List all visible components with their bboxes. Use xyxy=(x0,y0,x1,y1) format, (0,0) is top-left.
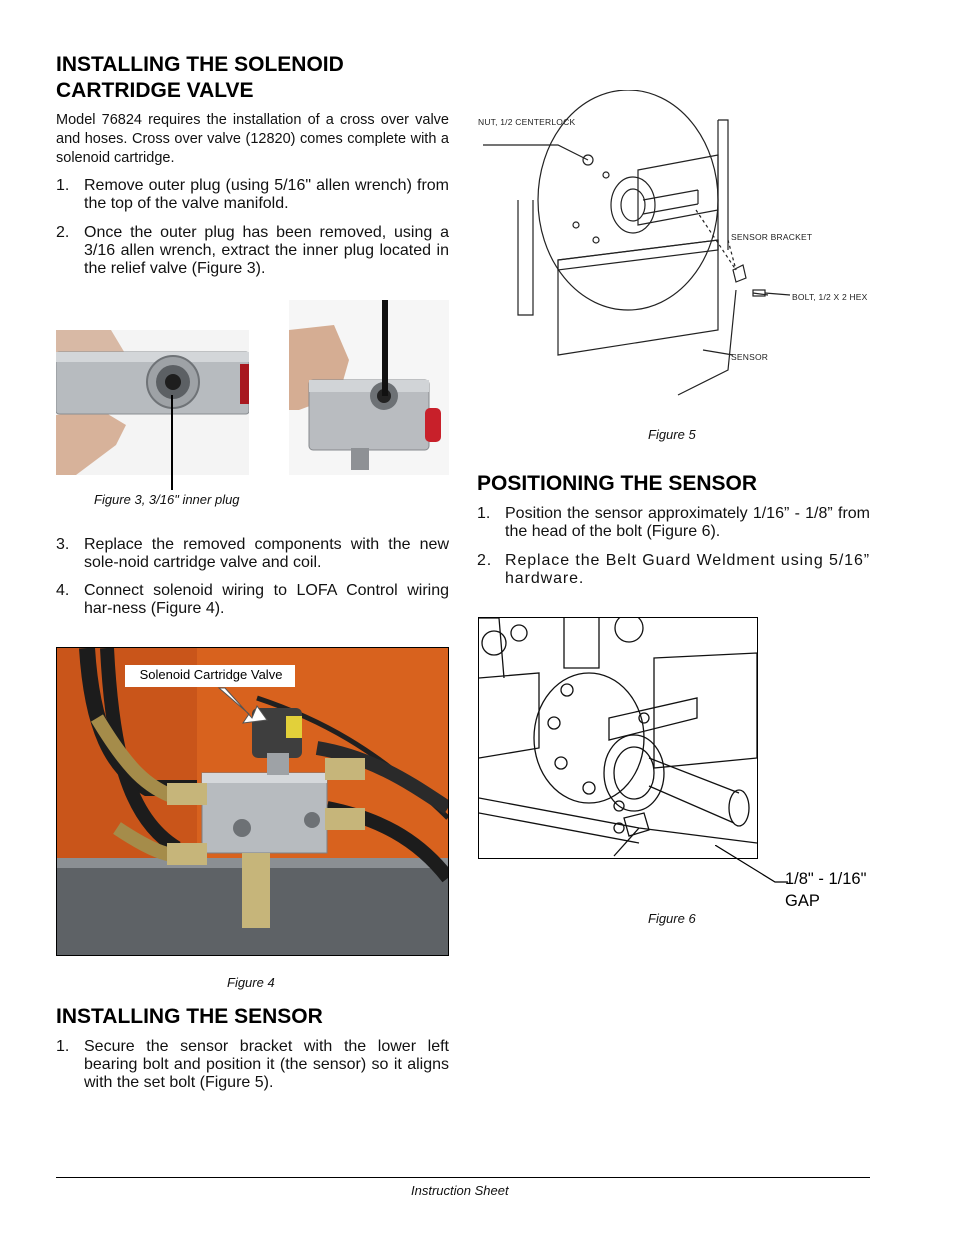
section-title-installing-sensor: INSTALLING THE SENSOR xyxy=(56,1005,323,1028)
step-list-positioning-2 xyxy=(477,552,870,588)
step-list-positioning-1 xyxy=(477,505,870,541)
list-item: 1. Position the sensor approximately 1/16” - 1/8” from the head of the bolt (Figure 6). xyxy=(477,505,870,540)
step-list-2 xyxy=(56,224,449,278)
figure5-drawing xyxy=(478,90,870,410)
list-item: 1. Remove outer plug (using 5/16" allen wrench) from the top of the valve manifold. xyxy=(56,177,449,212)
label-nut: NUT, 1/2 CENTERLOCK xyxy=(478,117,576,127)
figure4-caption: Figure 4 xyxy=(227,975,275,990)
title-line-1: INSTALLING THE SOLENOID xyxy=(56,53,344,76)
gap-label-line-1: 1/8" - 1/16" xyxy=(785,870,867,888)
footer-divider xyxy=(56,1177,870,1178)
figure6-caption: Figure 6 xyxy=(648,911,696,926)
figure4-photo xyxy=(56,647,449,956)
step-list-sensor xyxy=(56,1038,449,1092)
solenoid-valve-photo-icon xyxy=(57,648,448,955)
sensor-bracket-exploded-diagram-icon xyxy=(478,90,870,410)
figure4-callout-label: Solenoid Cartridge Valve xyxy=(139,667,283,682)
gap-label xyxy=(785,868,866,912)
sensor-gap-closeup-diagram-icon xyxy=(479,618,757,858)
gap-label-line-2: GAP xyxy=(785,892,820,910)
gap-leader-line xyxy=(715,845,790,890)
step-list-1 xyxy=(56,177,449,213)
title-line-2: CARTRIDGE VALVE xyxy=(56,79,254,102)
step-list-3 xyxy=(56,536,449,572)
list-item: 3. Replace the removed components with the new sole-noid cartridge valve and coil. xyxy=(56,536,449,571)
figure3-caption: Figure 3, 3/16" inner plug xyxy=(94,492,240,507)
label-sensor: SENSOR xyxy=(731,352,769,362)
list-item: 2. Replace the Belt Guard Weldment using 5/16” hardware. xyxy=(477,552,870,587)
valve-block-photo-icon xyxy=(56,330,249,475)
intro-paragraph: Model 76824 requires the installation of a cross over valve and hoses. Cross over valve (12820) comes complete with a solenoid cartridge. xyxy=(56,112,449,166)
section-title-solenoid xyxy=(56,52,449,104)
section-title-positioning-sensor: POSITIONING THE SENSOR xyxy=(477,472,758,495)
list-item: 4. Connect solenoid wiring to LOFA Control wiring har-ness (Figure 4). xyxy=(56,582,449,617)
allen-wrench-photo-icon xyxy=(289,300,449,475)
figure6-drawing xyxy=(478,617,758,859)
step-list-4 xyxy=(56,582,449,618)
footer-text: Instruction Sheet xyxy=(411,1183,509,1198)
list-item: 2. Once the outer plug has been removed, using a 3/16 allen wrench, extract the inner plug located in the relief valve (Figure 3). xyxy=(56,224,449,277)
label-sensor-bracket: SENSOR BRACKET xyxy=(731,232,813,242)
label-bolt: BOLT, 1/2 X 2 HEX xyxy=(792,292,868,302)
figure3-leader-line xyxy=(171,395,173,490)
list-item: 1. Secure the sensor bracket with the lower left bearing bolt and position it (the sensor) so it aligns with the set bolt (Figure 5). xyxy=(56,1038,449,1091)
figure3-photo-right xyxy=(289,300,449,475)
figure3-photo-left xyxy=(56,330,249,475)
figure5-caption: Figure 5 xyxy=(648,427,696,442)
